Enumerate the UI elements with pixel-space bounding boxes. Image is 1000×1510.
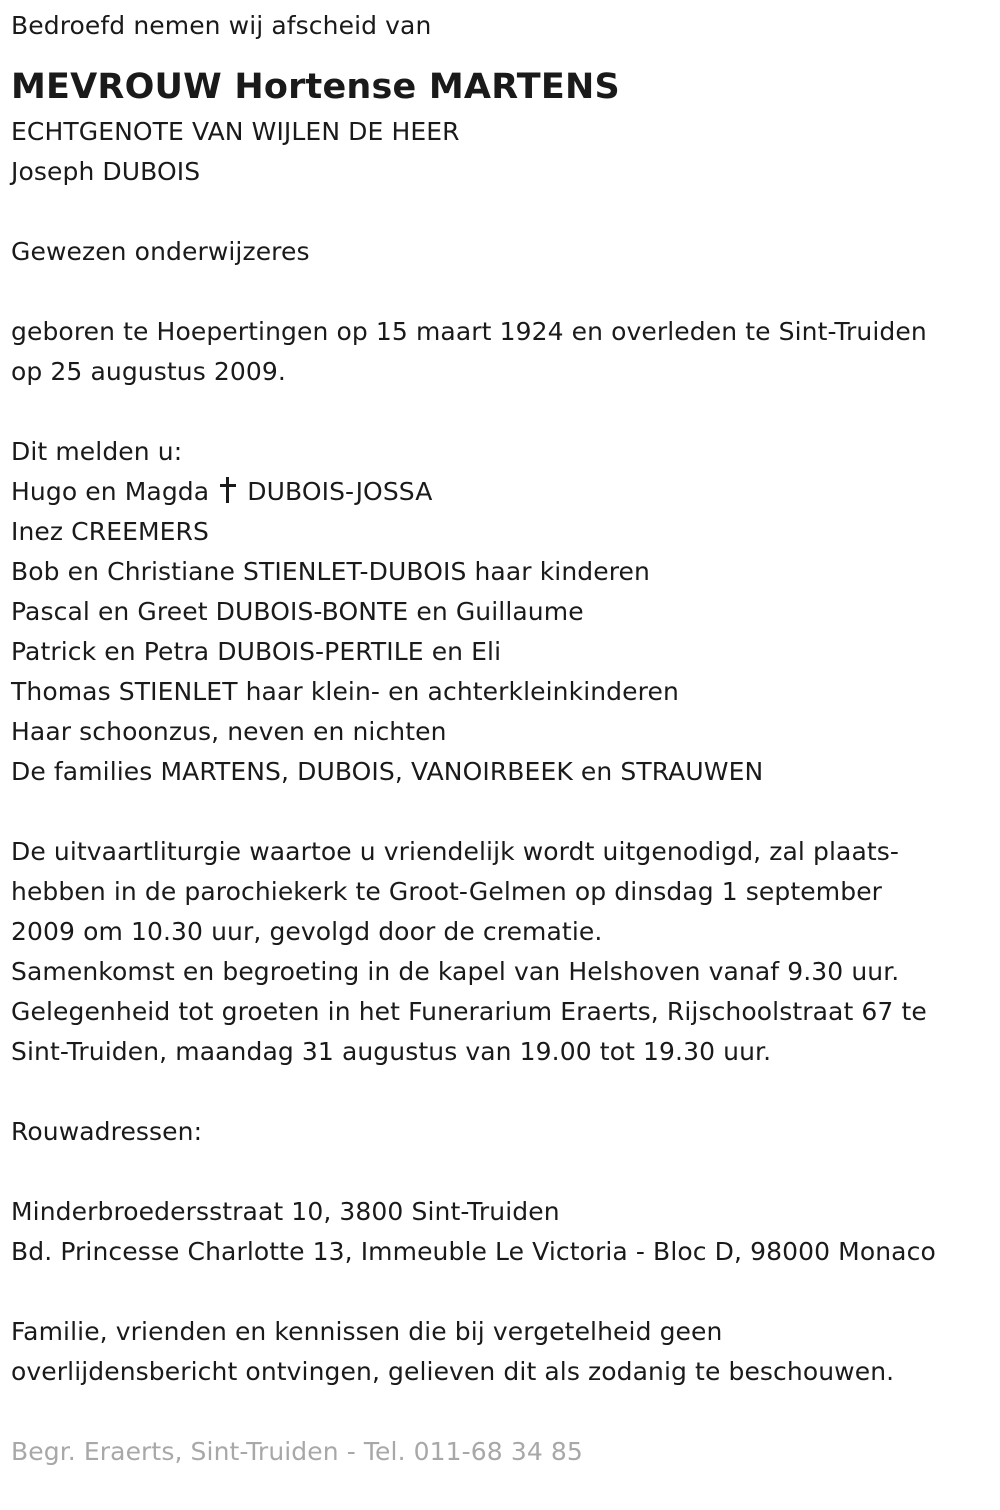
funeral-home-footer: Begr. Eraerts, Sint-Truiden - Tel. 011-68 34 85 <box>11 1437 583 1466</box>
ceremony-line: hebben in de parochiekerk te Groot-Gelmen op dinsdag 1 september <box>11 877 883 906</box>
spacer <box>11 392 1000 432</box>
address-line: Minderbroedersstraat 10, 3800 Sint-Truiden <box>11 1197 560 1226</box>
family-line: Thomas STIENLET haar klein- en achterkleinkinderen <box>11 677 679 706</box>
ceremony-line: De uitvaartliturgie waartoe u vriendelijk wordt uitgenodigd, zal plaats- <box>11 837 900 866</box>
family-line <box>11 472 1000 512</box>
ceremony-line: Gelegenheid tot groeten in het Funerarium Eraerts, Rijschoolstraat 67 te <box>11 997 927 1026</box>
addresses-heading: Rouwadressen: <box>11 1117 203 1146</box>
family-line: Haar schoonzus, neven en nichten <box>11 717 447 746</box>
notice-line: Familie, vrienden en kennissen die bij vergetelheid geen <box>11 1317 723 1346</box>
birth-death-line-2: op 25 augustus 2009. <box>11 357 286 386</box>
family-line-surname: DUBOIS-JOSSA <box>247 477 433 506</box>
spacer <box>11 792 1000 832</box>
spacer <box>11 192 1000 232</box>
occupation-text: Gewezen onderwijzeres <box>11 237 310 266</box>
relation-text: ECHTGENOTE VAN WIJLEN DE HEER <box>11 117 460 146</box>
spacer <box>11 272 1000 312</box>
ceremony-line: 2009 om 10.30 uur, gevolgd door de crematie. <box>11 917 603 946</box>
family-line: Inez CREEMERS <box>11 517 209 546</box>
ceremony-line: Samenkomst en begroeting in de kapel van Helshoven vanaf 9.30 uur. <box>11 957 900 986</box>
family-line-names: Hugo en Magda <box>11 477 210 506</box>
ceremony-line: Sint-Truiden, maandag 31 augustus van 19.00 tot 19.30 uur. <box>11 1037 772 1066</box>
family-line: Patrick en Petra DUBOIS-PERTILE en Eli <box>11 637 502 666</box>
birth-death-line-1: geboren te Hoepertingen op 15 maart 1924 en overleden te Sint-Truiden <box>11 317 927 346</box>
deceased-name: MEVROUW Hortense MARTENS <box>11 67 620 107</box>
spacer <box>11 1272 1000 1312</box>
spacer <box>11 1152 1000 1192</box>
family-line: Bob en Christiane STIENLET-DUBOIS haar kinderen <box>11 557 650 586</box>
family-heading: Dit melden u: <box>11 437 183 466</box>
family-line: Pascal en Greet DUBOIS-BONTE en Guillaume <box>11 597 584 626</box>
family-line: De families MARTENS, DUBOIS, VANOIRBEEK en STRAUWEN <box>11 757 764 786</box>
notice-line: overlijdensbericht ontvingen, gelieven dit als zodanig te beschouwen. <box>11 1357 895 1386</box>
spacer <box>11 1392 1000 1432</box>
cross-icon <box>219 477 237 503</box>
address-line: Bd. Princesse Charlotte 13, Immeuble Le Victoria - Bloc D, 98000 Monaco <box>11 1237 936 1266</box>
spouse-name: Joseph DUBOIS <box>11 157 201 186</box>
intro-text: Bedroefd nemen wij afscheid van <box>11 11 432 40</box>
spacer <box>11 1072 1000 1112</box>
